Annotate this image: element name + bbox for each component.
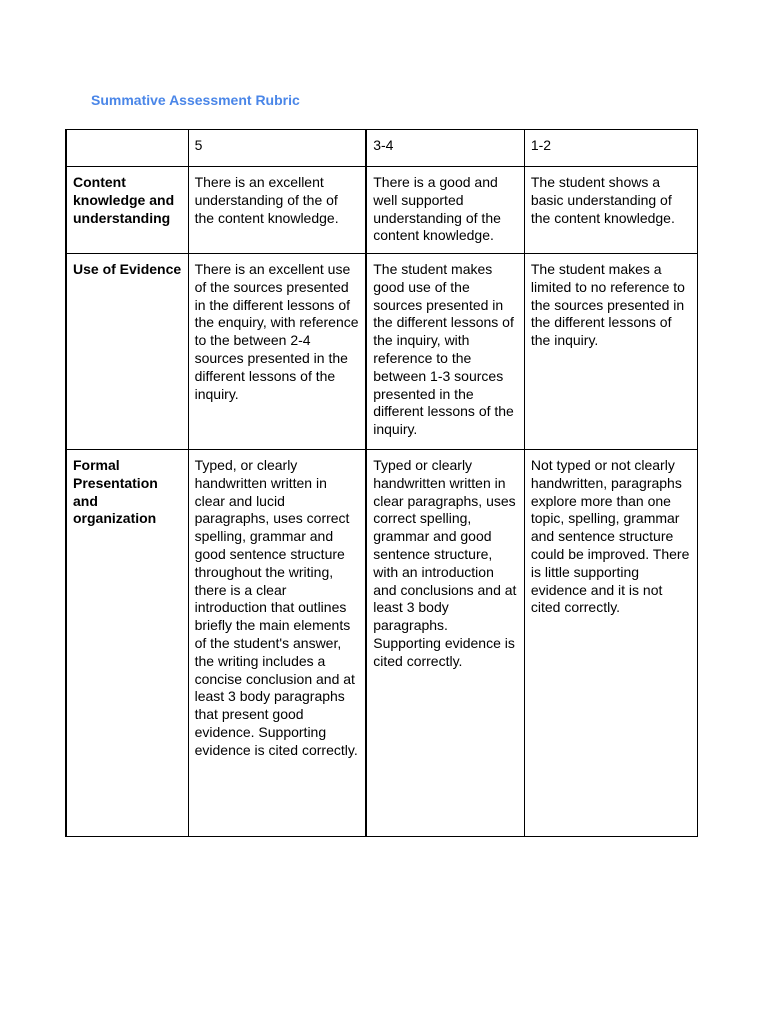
descriptor-cell: The student makes good use of the sources presented in the different lessons of the inquiry, with reference to the between 1-3 sources presented in the different lessons of the inquiry. (366, 254, 524, 450)
column-header-1-2: 1-2 (524, 130, 697, 167)
descriptor-cell: There is an excellent understanding of the of the content knowledge. (188, 167, 366, 254)
header-row (66, 130, 698, 167)
descriptor-cell: The student shows a basic understanding of the content knowledge. (524, 167, 697, 254)
descriptor-cell: There is an excellent use of the sources presented in the different lessons of the enquiry, with reference to the between 2-4 sources presented in the different lessons of the inquiry. (188, 254, 366, 450)
document-title: Summative Assessment Rubric (91, 92, 300, 108)
table-row (66, 450, 698, 837)
header-corner-cell (66, 130, 188, 167)
descriptor-cell: Typed or clearly handwritten written in clear paragraphs, uses correct spelling, grammar and good sentence structure, with an introduction and conclusions and at least 3 body paragraphs. Supporting evidence is cited correctly. (366, 450, 524, 837)
descriptor-cell: The student makes a limited to no reference to the sources presented in the different lessons of the inquiry. (524, 254, 697, 450)
descriptor-cell: Not typed or not clearly handwritten, paragraphs explore more than one topic, spelling, grammar and sentence structure could be improved. There is little supporting evidence and it is not cited correctly. (524, 450, 697, 837)
table-row (66, 167, 698, 254)
column-header-5: 5 (188, 130, 366, 167)
table-row (66, 254, 698, 450)
criterion-formal-presentation: Formal Presentation and organization (66, 450, 188, 837)
column-header-3-4: 3-4 (366, 130, 524, 167)
criterion-use-of-evidence: Use of Evidence (66, 254, 188, 450)
criterion-content-knowledge: Content knowledge and understanding (66, 167, 188, 254)
descriptor-cell: Typed, or clearly handwritten written in clear and lucid paragraphs, uses correct spelling, grammar and good sentence structure throughout the writing, there is a clear introduction that outlines briefly the main elements of the student's answer, the writing includes a concise conclusion and at least 3 body paragraphs that present good evidence. Supporting evidence is cited correctly. (188, 450, 366, 837)
descriptor-cell: There is a good and well supported understanding of the content knowledge. (366, 167, 524, 254)
rubric-table (65, 129, 698, 837)
